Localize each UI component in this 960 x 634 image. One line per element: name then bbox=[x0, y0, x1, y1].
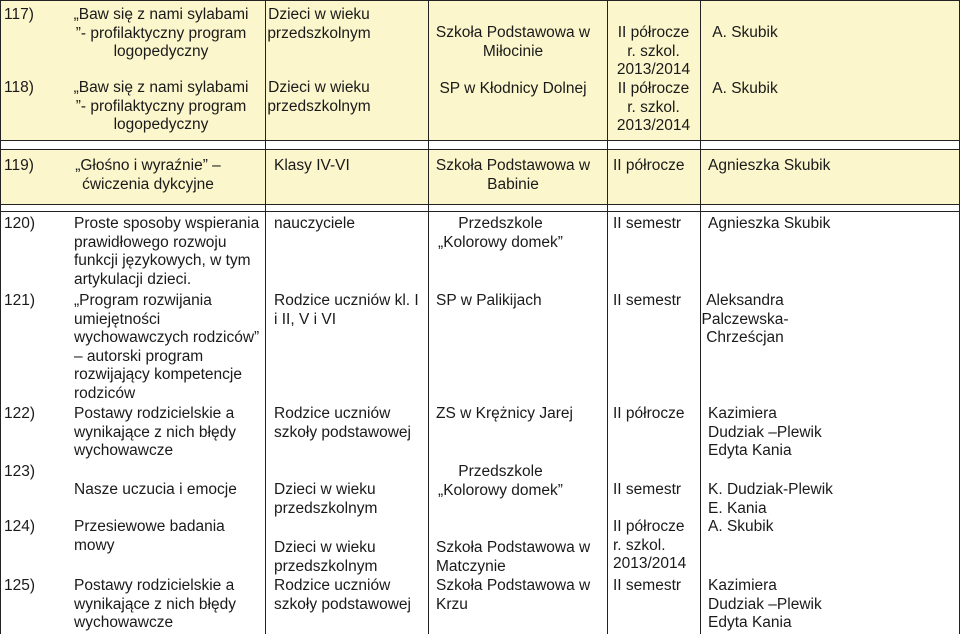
group-line: Rodzice uczniów kl. I bbox=[274, 292, 419, 309]
grid-line bbox=[0, 204, 960, 205]
topic-line: Postawy rodzicielskie a bbox=[74, 577, 235, 594]
grid-line bbox=[0, 149, 960, 150]
person-cell bbox=[708, 481, 833, 518]
group-line: przedszkolnym bbox=[274, 499, 378, 517]
topic-line: Postawy rodzicielskie a bbox=[74, 405, 235, 422]
group-line: przedszkolnym bbox=[274, 557, 378, 575]
group-line: Dzieci w wieku bbox=[274, 481, 376, 498]
term-line: 2013/2014 bbox=[613, 555, 687, 572]
term-line: r. szkol. bbox=[613, 536, 666, 554]
row-number: 124) bbox=[4, 518, 36, 535]
place-line: Szkoła Podstawowa w bbox=[436, 577, 591, 594]
person-line: Edyta Kania bbox=[708, 614, 792, 631]
place-line: Przedszkole bbox=[458, 463, 543, 480]
topic-line: wynikające z nich błędy bbox=[74, 595, 236, 613]
group-cell bbox=[265, 79, 373, 116]
topic-line: wychowawcze bbox=[74, 614, 174, 631]
person-line: Edyta Kania bbox=[708, 442, 792, 459]
group-cell bbox=[274, 157, 350, 176]
group-line: Dzieci w wieku bbox=[274, 539, 376, 556]
person-line: Agnieszka Skubik bbox=[708, 215, 831, 232]
place-cell bbox=[428, 215, 573, 252]
topic-cell bbox=[74, 577, 236, 633]
term-line: II półrocze bbox=[617, 80, 690, 97]
topic-line: ”- profilaktyczny program bbox=[75, 97, 247, 115]
group-cell bbox=[274, 539, 377, 576]
term-line: II półrocze bbox=[613, 405, 685, 422]
grid-line bbox=[0, 140, 960, 141]
row-number: 122) bbox=[4, 405, 36, 422]
place-line: SP w Kłodnicy Dolnej bbox=[439, 80, 587, 97]
term-line: II półrocze bbox=[613, 518, 685, 535]
person-line: A. Skubik bbox=[712, 80, 778, 97]
place-cell bbox=[428, 80, 598, 99]
place-line: Przedszkole bbox=[458, 215, 543, 232]
person-cell bbox=[708, 405, 822, 461]
person-line: Palczewska- bbox=[701, 310, 789, 328]
group-line: przedszkolnym bbox=[267, 24, 371, 42]
place-cell bbox=[428, 157, 598, 194]
group-cell bbox=[274, 215, 355, 234]
group-line: szkoły podstawowej bbox=[274, 595, 411, 613]
group-line: Rodzice uczniów bbox=[274, 577, 391, 594]
topic-line: ”- profilaktyczny program bbox=[75, 24, 247, 42]
place-line: „Kolorowy domek” bbox=[438, 233, 563, 251]
person-line: Chrześcjan bbox=[706, 329, 784, 346]
topic-cell bbox=[74, 518, 225, 555]
topic-line: logopedyczny bbox=[113, 116, 209, 133]
term-cell bbox=[607, 80, 700, 136]
group-line: Rodzice uczniów bbox=[274, 405, 391, 422]
term-line: II półrocze bbox=[613, 157, 685, 174]
group-cell bbox=[274, 405, 411, 442]
place-cell bbox=[428, 24, 598, 61]
place-line: SP w Palikijach bbox=[436, 292, 542, 309]
topic-line: umiejętności bbox=[74, 310, 161, 328]
group-line: Klasy IV-VI bbox=[274, 157, 350, 174]
term-line: II półrocze bbox=[617, 24, 690, 41]
group-line: nauczyciele bbox=[274, 215, 355, 232]
topic-line: wynikające z nich błędy bbox=[74, 423, 236, 441]
place-line: Matczynie bbox=[436, 557, 506, 575]
person-line: Kazimiera bbox=[708, 405, 777, 422]
row-number: 117) bbox=[4, 6, 34, 23]
group-cell bbox=[274, 292, 419, 329]
place-line: „Kolorowy domek” bbox=[438, 481, 563, 499]
topic-line: rodziców bbox=[74, 384, 136, 402]
place-cell bbox=[436, 292, 542, 311]
term-line: 2013/2014 bbox=[616, 117, 691, 134]
place-cell bbox=[436, 405, 573, 424]
row-number: 125) bbox=[4, 577, 36, 594]
person-cell bbox=[708, 215, 830, 234]
place-line: ZS w Krężnicy Jarej bbox=[436, 405, 573, 422]
person-cell bbox=[708, 157, 830, 176]
place-line: Szkoła Podstawowa w bbox=[435, 24, 591, 41]
person-line: A. Skubik bbox=[712, 24, 778, 41]
topic-line: artykulacji dzieci. bbox=[74, 270, 192, 288]
topic-cell bbox=[56, 6, 266, 62]
topic-line: prawidłowego rozwoju bbox=[74, 233, 227, 251]
topic-line: logopedyczny bbox=[113, 43, 209, 60]
topic-cell bbox=[74, 405, 236, 461]
topic-line: „Baw się z nami sylabami bbox=[73, 6, 249, 23]
person-cell bbox=[700, 80, 790, 99]
row-number: 119) bbox=[4, 157, 34, 174]
term-cell bbox=[613, 215, 681, 234]
group-line: przedszkolnym bbox=[267, 97, 371, 115]
row-number: 123) bbox=[4, 463, 36, 480]
term-line: r. szkol. bbox=[627, 98, 680, 116]
group-line: Dzieci w wieku bbox=[268, 79, 370, 96]
person-line: K. Dudziak-Plewik bbox=[708, 481, 833, 498]
term-cell bbox=[613, 405, 685, 424]
topic-line: Proste sposoby wspierania bbox=[74, 215, 260, 232]
term-line: II semestr bbox=[613, 577, 682, 594]
term-line: 2013/2014 bbox=[616, 61, 691, 78]
topic-line: wychowawcze bbox=[74, 442, 174, 459]
grid-line bbox=[0, 0, 960, 1]
topic-cell bbox=[50, 157, 246, 194]
term-line: II semestr bbox=[613, 215, 682, 232]
row-number: 118) bbox=[4, 79, 34, 96]
topic-line: „Program rozwijania bbox=[74, 292, 212, 309]
person-line: Agnieszka Skubik bbox=[708, 157, 831, 174]
topic-cell bbox=[74, 292, 259, 403]
row-number: 120) bbox=[4, 215, 36, 232]
person-line: E. Kania bbox=[708, 499, 767, 517]
person-line: Kazimiera bbox=[708, 577, 777, 594]
term-line: II semestr bbox=[613, 292, 682, 309]
grid-line bbox=[0, 0, 1, 634]
topic-line: wychowawczych rodziców” bbox=[74, 329, 260, 346]
person-cell bbox=[700, 292, 790, 348]
person-line: Dudziak –Plewik bbox=[708, 423, 822, 441]
person-line: A. Skubik bbox=[708, 518, 774, 535]
person-cell bbox=[708, 518, 773, 537]
term-cell bbox=[607, 24, 700, 80]
place-cell bbox=[436, 539, 590, 576]
place-line: Szkoła Podstawowa w bbox=[435, 157, 591, 174]
place-line: Miłocinie bbox=[482, 42, 544, 60]
topic-line: mowy bbox=[74, 536, 115, 554]
term-cell bbox=[613, 577, 681, 596]
topic-line: – autorski program bbox=[74, 347, 204, 365]
place-line: Babinie bbox=[487, 175, 539, 193]
group-line: i II, V i VI bbox=[274, 310, 337, 328]
topic-line: rozwijający kompetencje bbox=[74, 366, 242, 383]
term-cell bbox=[613, 292, 681, 311]
person-cell bbox=[700, 24, 790, 43]
group-cell bbox=[274, 577, 411, 614]
place-line: Krzu bbox=[436, 595, 468, 613]
row-number: 121) bbox=[4, 292, 36, 309]
topic-line: Przesiewowe badania bbox=[74, 518, 225, 535]
term-line: r. szkol. bbox=[627, 42, 680, 60]
topic-line: „Głośno i wyraźnie” – bbox=[75, 157, 221, 174]
place-cell bbox=[428, 463, 573, 500]
term-line: II semestr bbox=[613, 481, 682, 498]
group-cell bbox=[265, 6, 373, 43]
place-line: Szkoła Podstawowa w bbox=[436, 539, 591, 556]
term-cell bbox=[613, 518, 686, 574]
person-line: Aleksandra bbox=[706, 292, 784, 309]
topic-line: ćwiczenia dykcyjne bbox=[82, 175, 214, 193]
topic-line: funkcji językowych, w tym bbox=[74, 252, 251, 269]
topic-cell bbox=[56, 79, 266, 135]
group-cell bbox=[274, 481, 377, 518]
person-cell bbox=[708, 577, 822, 633]
topic-line: Nasze uczucia i emocje bbox=[74, 481, 237, 498]
group-line: szkoły podstawowej bbox=[274, 423, 411, 441]
topic-line: „Baw się z nami sylabami bbox=[73, 79, 249, 96]
topic-cell bbox=[74, 481, 237, 500]
term-cell bbox=[613, 157, 685, 176]
grid-line bbox=[0, 211, 960, 212]
person-line: Dudziak –Plewik bbox=[708, 595, 822, 613]
topic-cell bbox=[74, 215, 259, 289]
term-cell bbox=[613, 481, 681, 500]
group-line: Dzieci w wieku bbox=[268, 6, 370, 23]
place-cell bbox=[436, 577, 590, 614]
